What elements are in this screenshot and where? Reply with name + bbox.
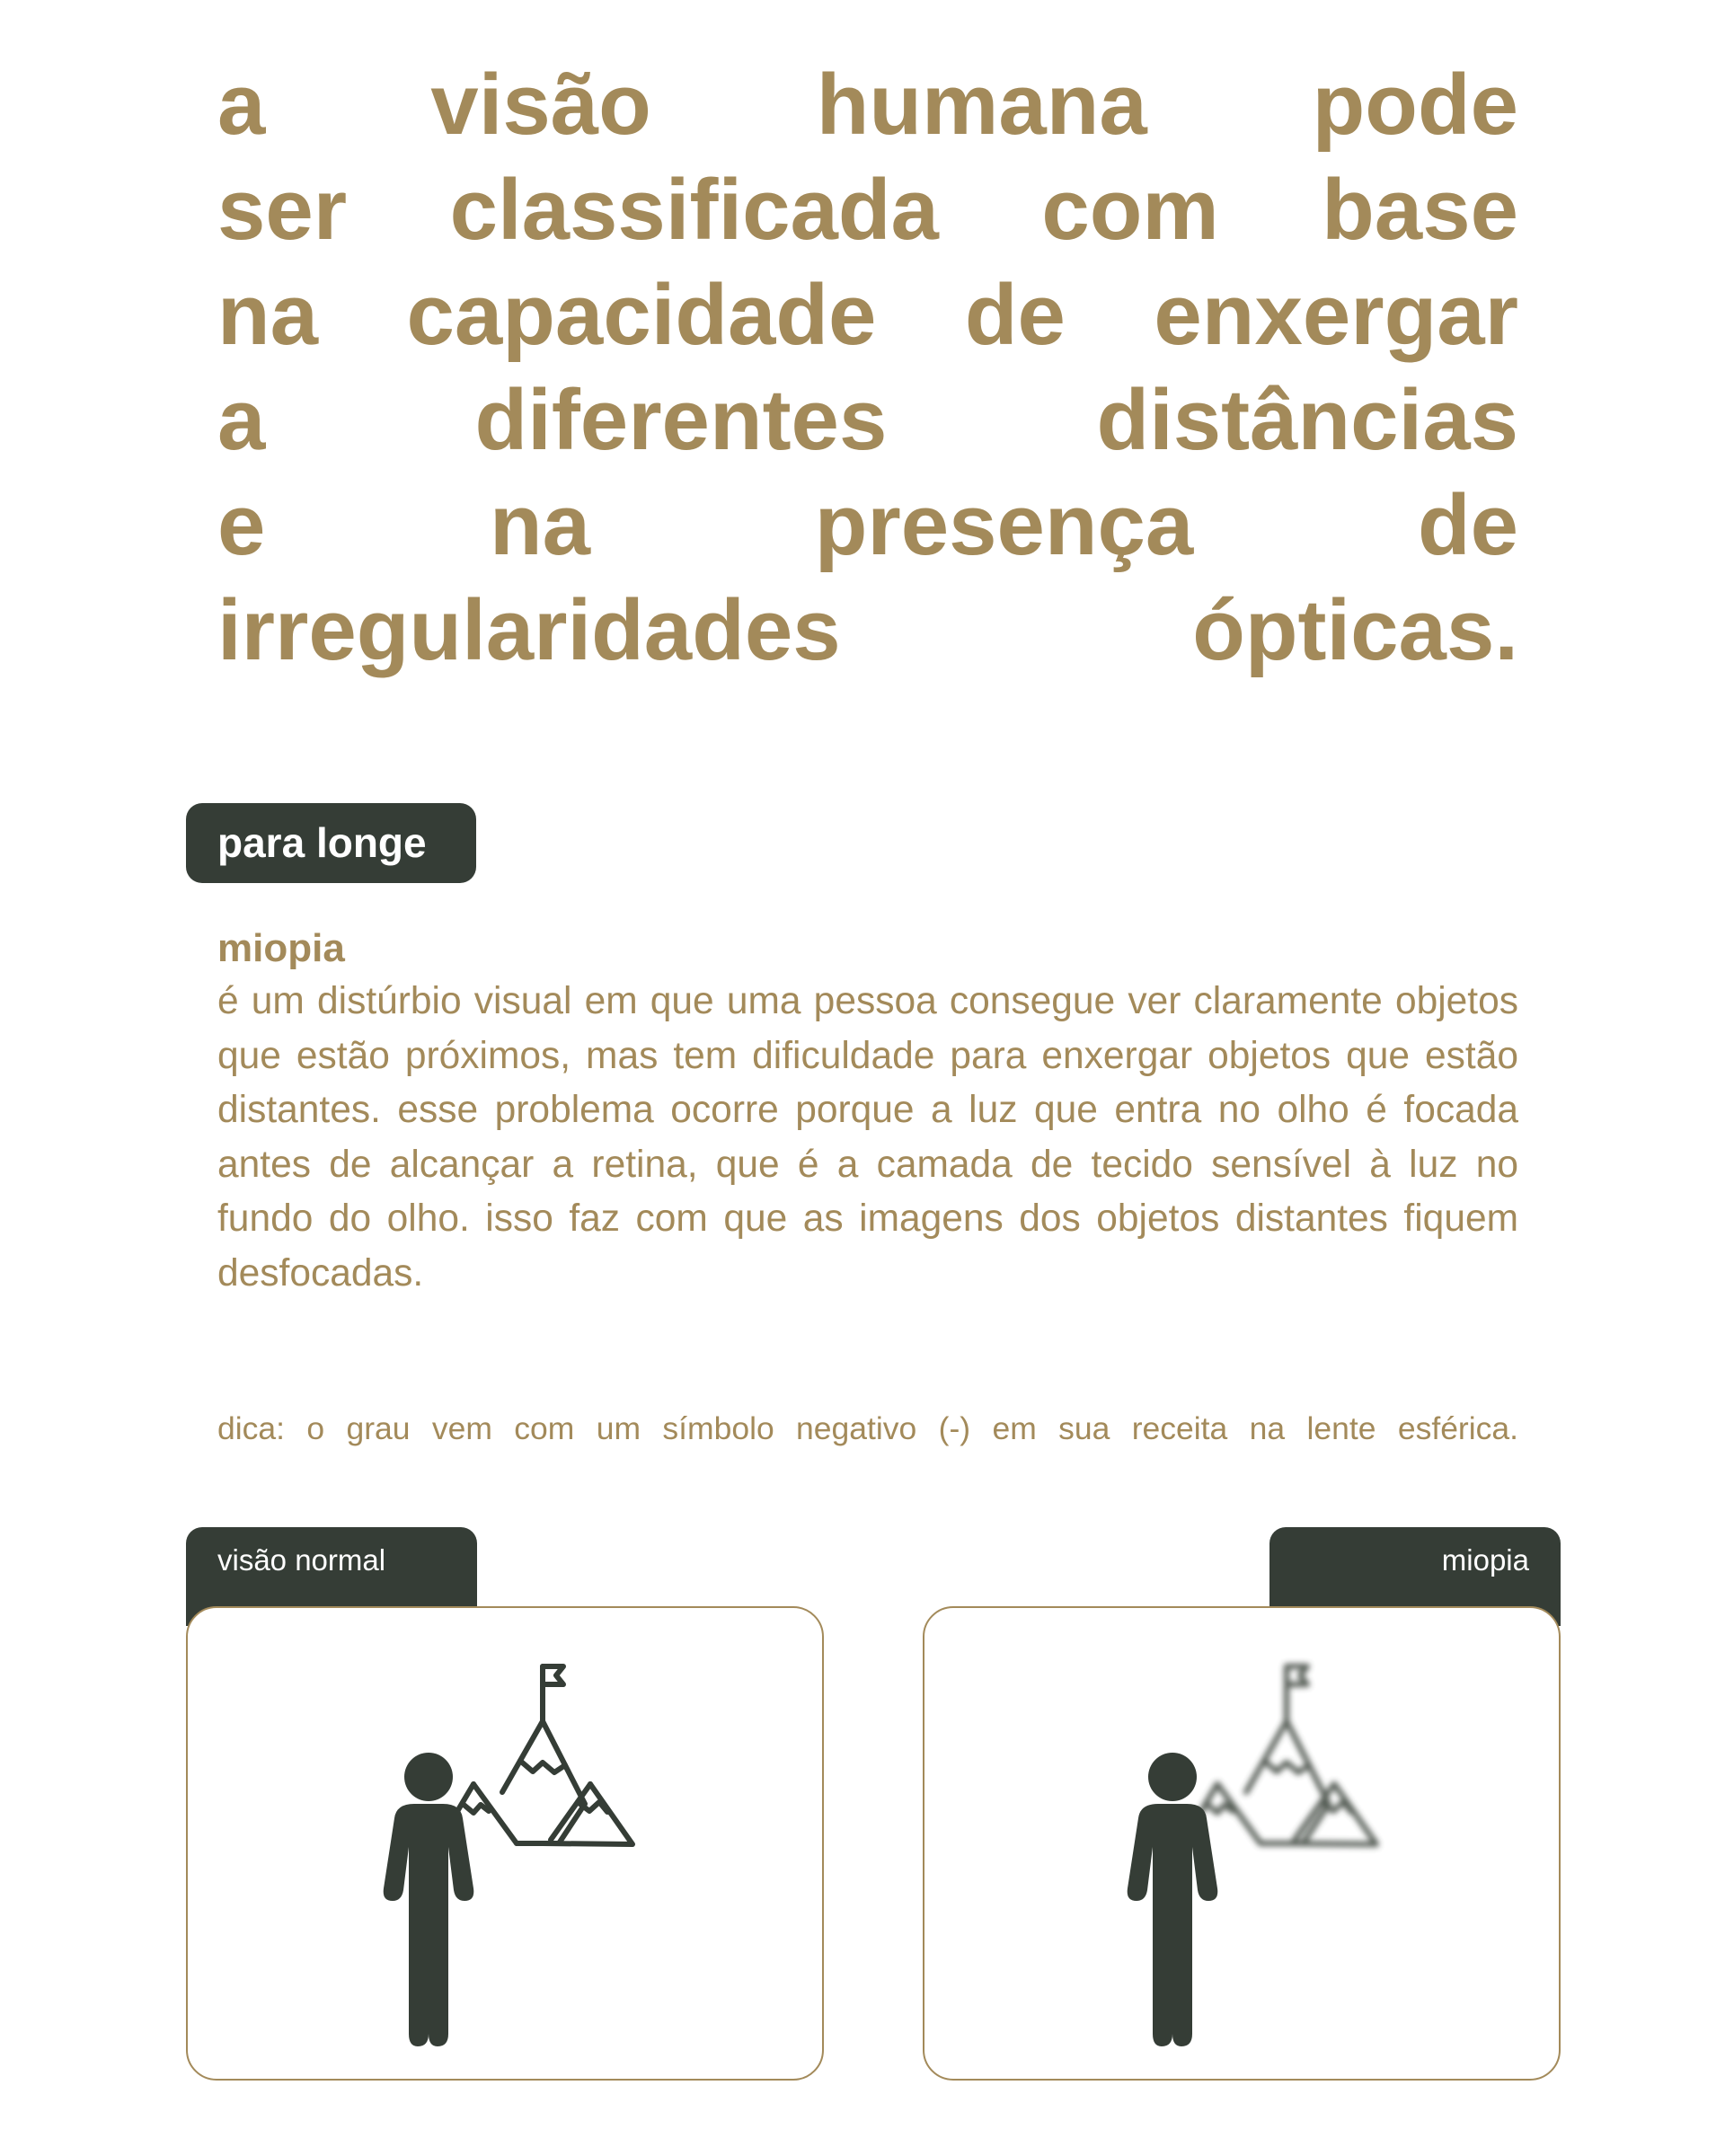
tip-text: dica: o grau vem com um símbolo negativo (-) em sua receita na lente esférica. — [217, 1410, 1518, 1446]
headline-word: enxergar — [1154, 267, 1518, 363]
headline-word: capacidade — [406, 267, 877, 363]
central-peak-left — [502, 1721, 543, 1792]
normal-vision-tab: visão normal — [186, 1527, 477, 1626]
normal-vision-card — [186, 1606, 824, 2081]
headline-word: de — [1417, 477, 1518, 573]
headline-word: na — [490, 477, 591, 573]
left-peak-right — [473, 1784, 517, 1843]
headline-line — [217, 367, 1518, 473]
flag — [543, 1666, 563, 1684]
headline-word: visão — [430, 57, 651, 153]
left-snowline — [463, 1804, 489, 1813]
headline-word: diferentes — [474, 372, 888, 468]
definition-paragraph: é um distúrbio visual em que uma pessoa consegue ver claramente objetos que estão próximos, mas tem dificuldade para enxergar objetos que estão distantes. esse problema ocorre porque a luz que entra no olho é focada antes de alcançar a retina, que é a camada de tecido sensível à luz no fundo do olho. isso faz com que as imagens dos objetos distantes fiquem desfocadas. — [217, 980, 1518, 1294]
headline-word: distâncias — [1096, 372, 1518, 468]
headline-word: e — [217, 477, 266, 573]
myopia-tab: miopia — [1269, 1527, 1561, 1626]
headline-word: ópticas. — [1192, 582, 1518, 678]
headline-line — [217, 262, 1518, 367]
headline-line — [217, 578, 1518, 683]
central-peak — [517, 1721, 585, 1843]
headline-line — [217, 157, 1518, 262]
mountain-flag-icon — [445, 1666, 632, 1844]
myopia-card — [923, 1606, 1561, 2081]
headline-word: irregularidades — [217, 582, 841, 678]
person-icon — [384, 1753, 474, 2046]
blurred-mountain-flag-icon — [1189, 1666, 1376, 1844]
headline-word: ser — [217, 162, 348, 258]
myopia-illustration — [924, 1608, 1562, 2082]
person-icon — [1128, 1753, 1218, 2046]
headline-word: presença — [814, 477, 1194, 573]
headline-word: a — [217, 57, 266, 153]
headline-word: na — [217, 267, 319, 363]
normal-vision-illustration — [188, 1608, 826, 2082]
headline-line — [217, 473, 1518, 578]
right-peak-left — [551, 1784, 590, 1840]
headline-word: base — [1322, 162, 1518, 258]
headline-word: classificada — [449, 162, 939, 258]
headline-line — [217, 52, 1518, 157]
headline-word: de — [964, 267, 1066, 363]
section-label-badge: para longe — [186, 803, 476, 883]
headline-word: humana — [816, 57, 1147, 153]
headline-word: com — [1041, 162, 1219, 258]
headline-word: pode — [1312, 57, 1518, 153]
central-snowline — [520, 1761, 565, 1772]
headline — [217, 52, 1518, 683]
headline-word: a — [217, 372, 266, 468]
term-title: miopia — [217, 926, 345, 970]
